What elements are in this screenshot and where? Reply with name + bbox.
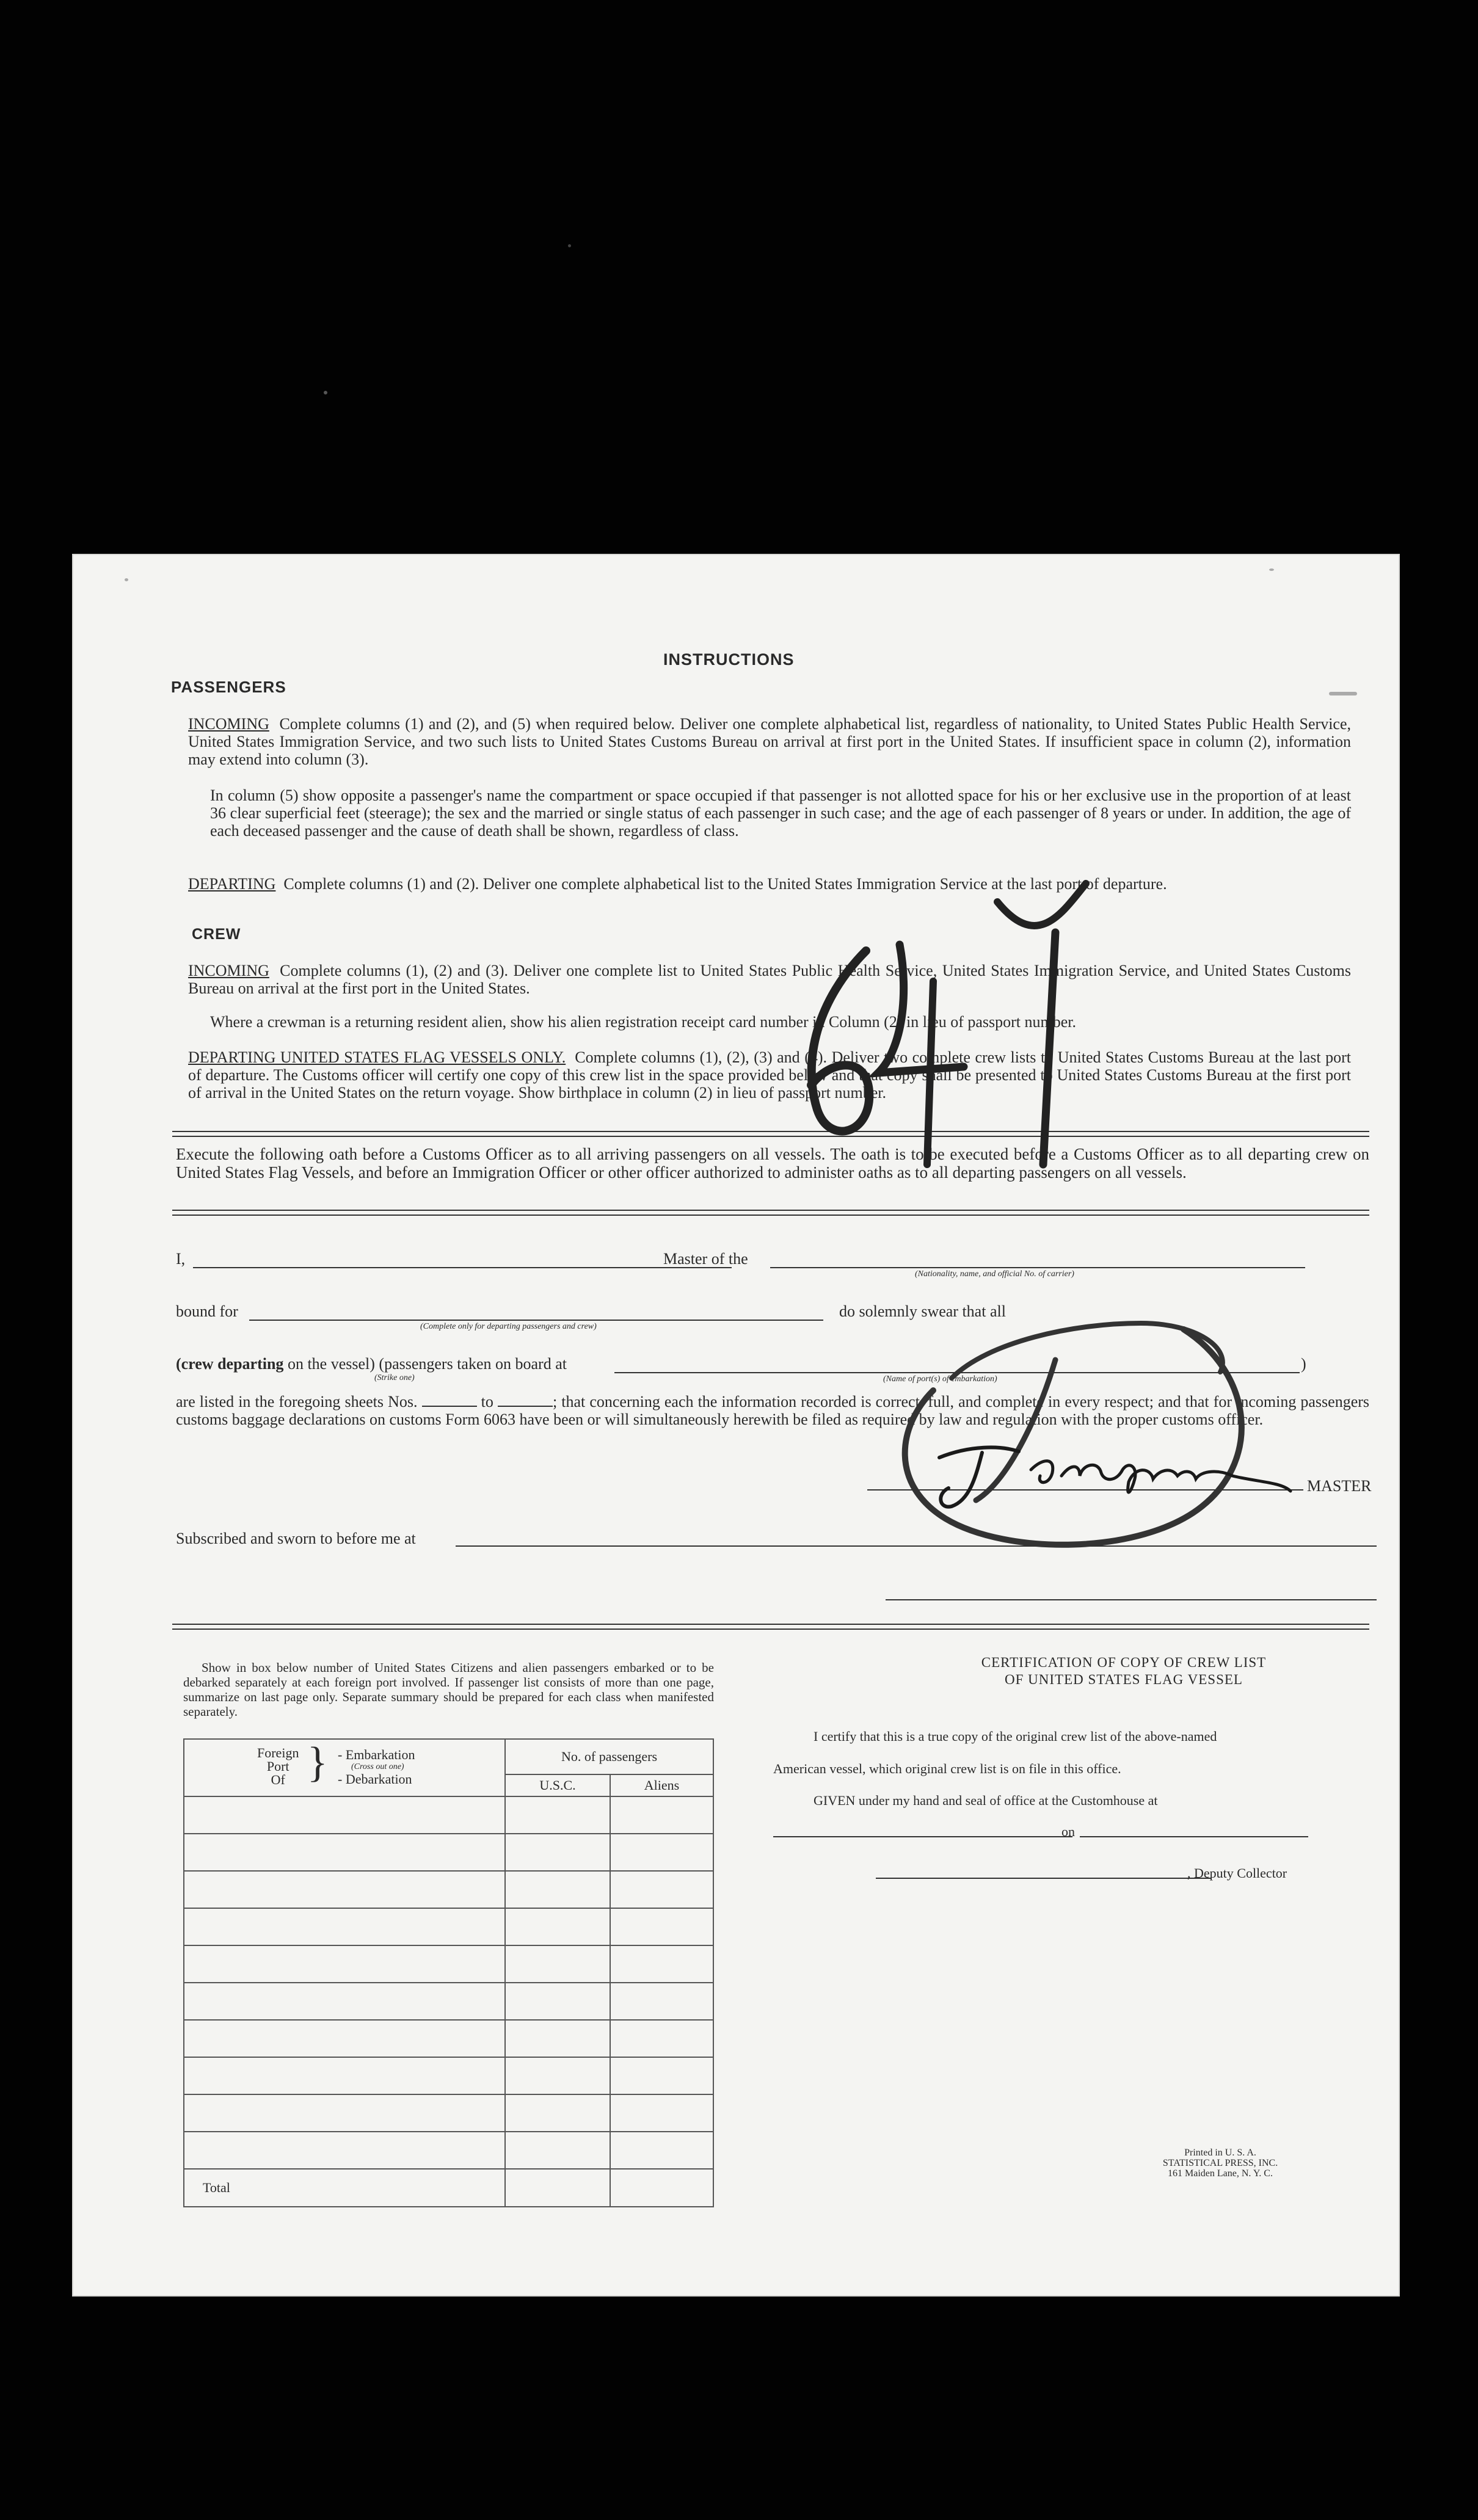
given-line: GIVEN under my hand and seal of office at the Customhouse at: [814, 1793, 1158, 1808]
port-cell[interactable]: [184, 1834, 505, 1871]
passengers-incoming-label: INCOMING: [188, 715, 269, 733]
total-usc-cell[interactable]: [505, 2169, 610, 2207]
dust-speck: [1269, 568, 1274, 571]
destination-field[interactable]: [249, 1320, 823, 1321]
usc-cell[interactable]: [505, 1945, 610, 1983]
passengers-departing-paragraph: [188, 875, 1351, 893]
passengers-taken-label: (passengers taken on board at: [379, 1355, 567, 1373]
master-name-field[interactable]: [193, 1267, 732, 1268]
sheet-to-field[interactable]: [498, 1406, 553, 1407]
oath-intro-text: Execute the following oath before a Customs Officer as to all arriving passengers on all vessels. The oath is to be executed before a Customs Officer as to all departing crew on United States Flag Vessels, and before an Immigration Officer or other officer authorized to administer oaths as to all departing passengers on all vessels.: [176, 1145, 1369, 1182]
table-row: [184, 2132, 713, 2169]
crew-departing-paragraph: [188, 1048, 1351, 1102]
of-label: Of: [271, 1772, 285, 1787]
date-field[interactable]: [1080, 1836, 1308, 1837]
usc-cell[interactable]: [505, 1908, 610, 1945]
divider: [172, 1624, 1369, 1630]
port-cell[interactable]: [184, 2132, 505, 2169]
passengers-incoming-paragraph: [188, 715, 1351, 768]
total-row: [184, 2169, 713, 2207]
table-row: [184, 1983, 713, 2020]
usc-cell[interactable]: [505, 1871, 610, 1908]
crew-heading: CREW: [192, 926, 241, 943]
port-label: Port: [266, 1759, 289, 1774]
port-cell[interactable]: [184, 1908, 505, 1945]
table-row: [184, 2020, 713, 2057]
port-cell[interactable]: [184, 2057, 505, 2094]
port-cell[interactable]: [184, 1945, 505, 1983]
master-of-label: Master of the: [663, 1250, 748, 1268]
aliens-cell[interactable]: [610, 2057, 713, 2094]
certification-heading: [843, 1654, 1405, 1688]
certification-heading-2: OF UNITED STATES FLAG VESSEL: [1005, 1672, 1243, 1687]
passengers-heading: PASSENGERS: [171, 678, 286, 696]
aliens-cell[interactable]: [610, 2094, 713, 2132]
crew-incoming-label: INCOMING: [188, 962, 269, 979]
crew-incoming-paragraph: [188, 962, 1351, 997]
on-label: on: [1061, 1824, 1075, 1839]
table-body: [184, 1796, 713, 2169]
crew-departing-option: [176, 1355, 567, 1373]
certify-line-1: I certify that this is a true copy of the original crew list of the above-named: [814, 1729, 1217, 1744]
customhouse-field[interactable]: [773, 1836, 1072, 1837]
aliens-cell[interactable]: [610, 2132, 713, 2169]
page-title: INSTRUCTIONS: [663, 650, 795, 669]
embarkation-label: - Embarkation: [338, 1747, 415, 1762]
port-cell[interactable]: [184, 1871, 505, 1908]
port-cell[interactable]: [184, 1796, 505, 1834]
table-row: [184, 1945, 713, 1983]
swear-label: do solemnly swear that all: [839, 1302, 1006, 1320]
passengers-incoming-section: [188, 715, 1351, 768]
port-cell[interactable]: [184, 2020, 505, 2057]
crew-departing-label-bold: (crew departing: [176, 1355, 284, 1373]
passengers-departing-label: DEPARTING: [188, 875, 276, 893]
strike-caption: (Strike one): [374, 1373, 415, 1382]
summary-instructions: Show in box below number of United States Citizens and alien passengers embarked or to be debarked separately at each foreign port involved. If passenger list consists of more than one page, summarize on last page only. Separate summary should be prepared for each class when manifested separately.: [183, 1660, 714, 1719]
usc-cell[interactable]: [505, 1983, 610, 2020]
crew-incoming-section: [188, 962, 1351, 997]
listed-paragraph: [176, 1393, 1369, 1428]
table-row: [184, 1834, 713, 1871]
master-signature-line[interactable]: [867, 1489, 1303, 1491]
nationality-caption: (Nationality, name, and official No. of carrier): [915, 1269, 1074, 1279]
aliens-cell[interactable]: [610, 1908, 713, 1945]
total-aliens-cell[interactable]: [610, 2169, 713, 2207]
usc-cell[interactable]: [505, 2020, 610, 2057]
crew-departing-label: DEPARTING UNITED STATES FLAG VESSELS ONLY.: [188, 1048, 566, 1066]
aliens-cell[interactable]: [610, 1834, 713, 1871]
complete-caption: (Complete only for departing passengers and crew): [420, 1322, 597, 1331]
subscribed-label: Subscribed and sworn to before me at: [176, 1530, 416, 1547]
table-row: [184, 1908, 713, 1945]
table-row: [184, 2057, 713, 2094]
brace-glyph: }: [307, 1739, 328, 1786]
certification-heading-1: CERTIFICATION OF COPY OF CREW LIST: [981, 1655, 1267, 1670]
column5-section: [210, 786, 1351, 840]
usc-cell[interactable]: [505, 1796, 610, 1834]
dust-speck: [324, 391, 327, 394]
port-cell[interactable]: [184, 2094, 505, 2132]
sheet-from-field[interactable]: [422, 1406, 477, 1407]
aliens-header: Aliens: [610, 1774, 713, 1796]
carrier-field[interactable]: [770, 1267, 1305, 1268]
port-caption: (Name of port(s) of embarkation): [883, 1374, 997, 1384]
crew-resident-text: Where a crewman is a returning resident alien, show his alien registration receipt card number in Column (2) in lieu of passport number.: [210, 1013, 1077, 1031]
deputy-signature-line[interactable]: [876, 1878, 1212, 1879]
dust-speck: [1329, 692, 1357, 695]
passenger-summary-table: [183, 1738, 714, 2207]
total-label: Total: [184, 2169, 505, 2207]
bound-for-label: bound for: [176, 1302, 238, 1320]
cross-out-caption: (Cross out one): [351, 1762, 404, 1771]
officer-signature-line[interactable]: [886, 1599, 1377, 1600]
usc-cell[interactable]: [505, 1834, 610, 1871]
foreign-label: Foreign: [257, 1745, 299, 1760]
listed-statement: [176, 1393, 1369, 1428]
usc-cell[interactable]: [505, 2057, 610, 2094]
debarkation-label: - Debarkation: [338, 1771, 412, 1787]
dust-speck: [568, 244, 571, 247]
subscribed-location-field[interactable]: [456, 1545, 1377, 1547]
oath-intro-section: [176, 1145, 1369, 1182]
printer-line-1: Printed in U. S. A.: [1184, 2148, 1256, 2158]
embarkation-port-field[interactable]: [614, 1372, 1300, 1373]
table-header-row: [184, 1739, 713, 1774]
listed-text-b: ; that concerning each the information recorded is correct, full, and complete in every respect; and that for incoming passengers customs baggage declarations on customs Form 6063 have been or will simultaneously herewith be filed as required by law and regulation with the proper customs officer.: [176, 1393, 1370, 1428]
passengers-departing-section: [188, 875, 1351, 893]
crew-departing-section: [188, 1048, 1351, 1102]
column5-text: In column (5) show opposite a passenger's name the compartment or space occupied if that passenger is not allotted space for his or her exclusive use in the proportion of at least 36 clear superficial feet (steerage); the sex and the married or single status of each passenger in such case; and the age of each passenger of 8 years or under. In addition, the age of each deceased passenger and the cause of death shall be shown, regardless of class.: [210, 786, 1351, 840]
dust-speck: [125, 578, 128, 581]
foreign-port-header: [184, 1739, 505, 1796]
usc-header: U.S.C.: [505, 1774, 610, 1796]
master-label: MASTER: [1307, 1477, 1372, 1495]
aliens-cell[interactable]: [610, 1983, 713, 2020]
listed-text-a: are listed in the foregoing sheets Nos.: [176, 1393, 418, 1411]
crew-incoming-text: Complete columns (1), (2) and (3). Deliver one complete list to United States Public Health Service, United States Immigration Service, and United States Customs Bureau on arrival at the first port in the United States.: [188, 962, 1351, 997]
summary-instructions-section: [183, 1660, 714, 1719]
no-of-passengers-header: No. of passengers: [505, 1739, 713, 1774]
port-cell[interactable]: [184, 1983, 505, 2020]
passengers-departing-text: Complete columns (1) and (2). Deliver one complete alphabetical list to the United States Immigration Service at the last port of departure.: [283, 875, 1167, 893]
crew-resident-section: [210, 1013, 1351, 1031]
table-row: [184, 1871, 713, 1908]
aliens-cell[interactable]: [610, 1945, 713, 1983]
deputy-collector-label: , Deputy Collector: [1187, 1865, 1287, 1881]
foreign-port-of-label: [257, 1746, 299, 1787]
form-sheet: [72, 554, 1400, 2297]
table-row: [184, 1796, 713, 1834]
to-label: to: [481, 1393, 493, 1411]
oath-i-label: I,: [176, 1250, 186, 1268]
printer-line-3: 161 Maiden Lane, N. Y. C.: [1168, 2168, 1273, 2179]
printer-line-2: STATISTICAL PRESS, INC.: [1162, 2158, 1278, 2168]
divider: [172, 1131, 1369, 1137]
usc-cell[interactable]: [505, 2132, 610, 2169]
aliens-cell[interactable]: [610, 2020, 713, 2057]
aliens-cell[interactable]: [610, 1796, 713, 1834]
crew-departing-text: Complete columns (1), (2), (3) and (4). Deliver two complete crew lists to United States Customs Bureau at the last port of departure. The Customs officer will certify one copy of this crew list in the space provided below and that copy shall be presented to United States Customs Bureau at the first port of arrival in the United States on the return voyage. Show birthplace in column (2) in lieu of passport number.: [188, 1048, 1351, 1102]
master-signature: [915, 1433, 1294, 1512]
usc-cell[interactable]: [505, 2094, 610, 2132]
close-paren: ): [1301, 1355, 1306, 1373]
aliens-cell[interactable]: [610, 1871, 713, 1908]
table-row: [184, 2094, 713, 2132]
on-vessel-label: on the vessel): [287, 1355, 375, 1373]
certify-line-2: American vessel, which original crew list is on file in this office.: [773, 1761, 1121, 1776]
printer-imprint: [1129, 2148, 1312, 2179]
embark-debark-choice[interactable]: [338, 1749, 415, 1785]
divider: [172, 1210, 1369, 1216]
circled-d-mark: [854, 1299, 1294, 1561]
passengers-incoming-text: Complete columns (1) and (2), and (5) when required below. Deliver one complete alphabetical list, regardless of nationality, to United States Public Health Service, United States Immigration Service, and two such lists to United States Customs Bureau on arrival at first port in the United States. If insufficient space in column (2), information may extend into column (3).: [188, 715, 1352, 768]
